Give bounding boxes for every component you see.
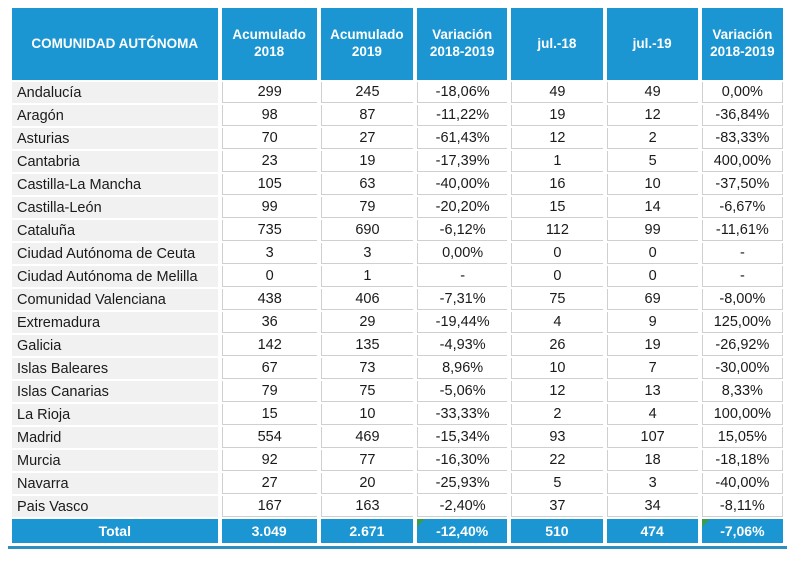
- value-cell: 16: [511, 174, 602, 195]
- column-header-2: Acumulado 2019: [321, 8, 413, 80]
- value-cell: -20,20%: [417, 197, 507, 218]
- value-cell: 3: [607, 473, 698, 494]
- value-cell: -8,11%: [702, 496, 783, 517]
- value-cell: 1: [511, 151, 602, 172]
- value-cell: 27: [222, 473, 317, 494]
- value-cell: 75: [511, 289, 602, 310]
- table-row: [12, 450, 783, 471]
- value-cell: -33,33%: [417, 404, 507, 425]
- total-label-cell: Total: [12, 519, 218, 543]
- value-cell: 12: [607, 105, 698, 126]
- value-cell: -5,06%: [417, 381, 507, 402]
- table-row: [12, 174, 783, 195]
- value-cell: 135: [321, 335, 413, 356]
- table-row: [12, 82, 783, 103]
- region-name-cell: Murcia: [12, 450, 218, 471]
- table-body: [12, 82, 783, 517]
- value-cell: 2: [511, 404, 602, 425]
- value-cell: 406: [321, 289, 413, 310]
- value-cell: 10: [607, 174, 698, 195]
- value-cell: 49: [607, 82, 698, 103]
- value-cell: 19: [321, 151, 413, 172]
- region-name-cell: Andalucía: [12, 82, 218, 103]
- table-row: [12, 358, 783, 379]
- value-cell: -11,22%: [417, 105, 507, 126]
- region-name-cell: Islas Baleares: [12, 358, 218, 379]
- value-cell: 0,00%: [417, 243, 507, 264]
- value-cell: 112: [511, 220, 602, 241]
- table-row: [12, 151, 783, 172]
- region-name-cell: Ciudad Autónoma de Melilla: [12, 266, 218, 287]
- value-cell: 7: [607, 358, 698, 379]
- region-name-cell: Pais Vasco: [12, 496, 218, 517]
- value-cell: 9: [607, 312, 698, 333]
- table-row: [12, 128, 783, 149]
- value-cell: 10: [321, 404, 413, 425]
- table-row: [12, 312, 783, 333]
- region-name-cell: Islas Canarias: [12, 381, 218, 402]
- value-cell: 245: [321, 82, 413, 103]
- value-cell: 0: [607, 266, 698, 287]
- value-cell: -40,00%: [702, 473, 783, 494]
- cell-flag-triangle-icon: [702, 519, 710, 527]
- value-cell: 49: [511, 82, 602, 103]
- total-value-cell: -12,40%: [417, 519, 507, 543]
- total-value-cell: 2.671: [321, 519, 413, 543]
- region-name-cell: Ciudad Autónoma de Ceuta: [12, 243, 218, 264]
- value-cell: 92: [222, 450, 317, 471]
- value-cell: 70: [222, 128, 317, 149]
- value-cell: 18: [607, 450, 698, 471]
- value-cell: -17,39%: [417, 151, 507, 172]
- region-name-cell: Castilla-León: [12, 197, 218, 218]
- table-row: [12, 427, 783, 448]
- region-name-cell: Navarra: [12, 473, 218, 494]
- value-cell: -36,84%: [702, 105, 783, 126]
- value-cell: -18,18%: [702, 450, 783, 471]
- table-row: [12, 496, 783, 517]
- value-cell: 29: [321, 312, 413, 333]
- value-cell: 79: [222, 381, 317, 402]
- table-row: [12, 220, 783, 241]
- column-header-5: jul.-19: [607, 8, 698, 80]
- value-cell: -6,67%: [702, 197, 783, 218]
- value-cell: 400,00%: [702, 151, 783, 172]
- value-cell: 36: [222, 312, 317, 333]
- value-cell: -37,50%: [702, 174, 783, 195]
- table-row: [12, 335, 783, 356]
- value-cell: -16,30%: [417, 450, 507, 471]
- value-cell: 99: [607, 220, 698, 241]
- regions-data-table: [8, 6, 787, 545]
- table-row: [12, 381, 783, 402]
- column-header-4: jul.-18: [511, 8, 602, 80]
- value-cell: -61,43%: [417, 128, 507, 149]
- value-cell: 75: [321, 381, 413, 402]
- value-cell: 3: [321, 243, 413, 264]
- value-cell: -30,00%: [702, 358, 783, 379]
- value-cell: 299: [222, 82, 317, 103]
- value-cell: 0: [511, 243, 602, 264]
- value-cell: -18,06%: [417, 82, 507, 103]
- value-cell: 73: [321, 358, 413, 379]
- value-cell: -2,40%: [417, 496, 507, 517]
- value-cell: 12: [511, 381, 602, 402]
- total-row: [12, 519, 783, 543]
- value-cell: -6,12%: [417, 220, 507, 241]
- value-cell: -8,00%: [702, 289, 783, 310]
- value-cell: 438: [222, 289, 317, 310]
- value-cell: 63: [321, 174, 413, 195]
- value-cell: -40,00%: [417, 174, 507, 195]
- value-cell: 87: [321, 105, 413, 126]
- value-cell: 735: [222, 220, 317, 241]
- total-value-cell: 510: [511, 519, 602, 543]
- region-name-cell: Asturias: [12, 128, 218, 149]
- value-cell: 93: [511, 427, 602, 448]
- value-cell: 15: [511, 197, 602, 218]
- region-name-cell: Cantabria: [12, 151, 218, 172]
- table-row: [12, 266, 783, 287]
- column-header-0: COMUNIDAD AUTÓNOMA: [12, 8, 218, 80]
- value-cell: -7,31%: [417, 289, 507, 310]
- region-name-cell: Madrid: [12, 427, 218, 448]
- value-cell: 1: [321, 266, 413, 287]
- value-cell: 20: [321, 473, 413, 494]
- total-value-cell: 3.049: [222, 519, 317, 543]
- value-cell: 12: [511, 128, 602, 149]
- value-cell: -83,33%: [702, 128, 783, 149]
- value-cell: 142: [222, 335, 317, 356]
- bottom-rule: [8, 546, 787, 549]
- region-name-cell: La Rioja: [12, 404, 218, 425]
- table-row: [12, 243, 783, 264]
- value-cell: 8,96%: [417, 358, 507, 379]
- value-cell: -15,34%: [417, 427, 507, 448]
- value-cell: -26,92%: [702, 335, 783, 356]
- value-cell: -: [702, 243, 783, 264]
- value-cell: 99: [222, 197, 317, 218]
- value-cell: 69: [607, 289, 698, 310]
- value-cell: 22: [511, 450, 602, 471]
- value-cell: 5: [607, 151, 698, 172]
- value-cell: -4,93%: [417, 335, 507, 356]
- value-cell: 125,00%: [702, 312, 783, 333]
- region-name-cell: Cataluña: [12, 220, 218, 241]
- value-cell: 23: [222, 151, 317, 172]
- column-header-1: Acumulado 2018: [222, 8, 317, 80]
- value-cell: 14: [607, 197, 698, 218]
- value-cell: 690: [321, 220, 413, 241]
- total-value-cell: 474: [607, 519, 698, 543]
- value-cell: 77: [321, 450, 413, 471]
- value-cell: 105: [222, 174, 317, 195]
- header-row: [12, 8, 783, 80]
- value-cell: 0: [511, 266, 602, 287]
- value-cell: 15,05%: [702, 427, 783, 448]
- value-cell: -19,44%: [417, 312, 507, 333]
- value-cell: 0: [607, 243, 698, 264]
- value-cell: 34: [607, 496, 698, 517]
- value-cell: -25,93%: [417, 473, 507, 494]
- column-header-6: Variación 2018-2019: [702, 8, 783, 80]
- region-name-cell: Aragón: [12, 105, 218, 126]
- value-cell: -: [417, 266, 507, 287]
- value-cell: 167: [222, 496, 317, 517]
- value-cell: 554: [222, 427, 317, 448]
- value-cell: 19: [511, 105, 602, 126]
- value-cell: 469: [321, 427, 413, 448]
- table-row: [12, 289, 783, 310]
- value-cell: 0,00%: [702, 82, 783, 103]
- value-cell: 4: [607, 404, 698, 425]
- region-name-cell: Castilla-La Mancha: [12, 174, 218, 195]
- value-cell: 13: [607, 381, 698, 402]
- value-cell: 37: [511, 496, 602, 517]
- value-cell: 100,00%: [702, 404, 783, 425]
- value-cell: 163: [321, 496, 413, 517]
- value-cell: 98: [222, 105, 317, 126]
- value-cell: 8,33%: [702, 381, 783, 402]
- value-cell: 2: [607, 128, 698, 149]
- value-cell: 5: [511, 473, 602, 494]
- value-cell: 3: [222, 243, 317, 264]
- value-cell: 0: [222, 266, 317, 287]
- value-cell: -: [702, 266, 783, 287]
- value-cell: 4: [511, 312, 602, 333]
- value-cell: 67: [222, 358, 317, 379]
- value-cell: 79: [321, 197, 413, 218]
- table-row: [12, 473, 783, 494]
- region-name-cell: Comunidad Valenciana: [12, 289, 218, 310]
- table-row: [12, 404, 783, 425]
- column-header-3: Variación 2018-2019: [417, 8, 507, 80]
- value-cell: 27: [321, 128, 413, 149]
- value-cell: 107: [607, 427, 698, 448]
- value-cell: 26: [511, 335, 602, 356]
- total-value-cell: -7,06%: [702, 519, 783, 543]
- table-row: [12, 197, 783, 218]
- value-cell: -11,61%: [702, 220, 783, 241]
- value-cell: 15: [222, 404, 317, 425]
- region-name-cell: Galicia: [12, 335, 218, 356]
- value-cell: 19: [607, 335, 698, 356]
- value-cell: 10: [511, 358, 602, 379]
- table-row: [12, 105, 783, 126]
- cell-flag-triangle-icon: [417, 519, 425, 527]
- region-name-cell: Extremadura: [12, 312, 218, 333]
